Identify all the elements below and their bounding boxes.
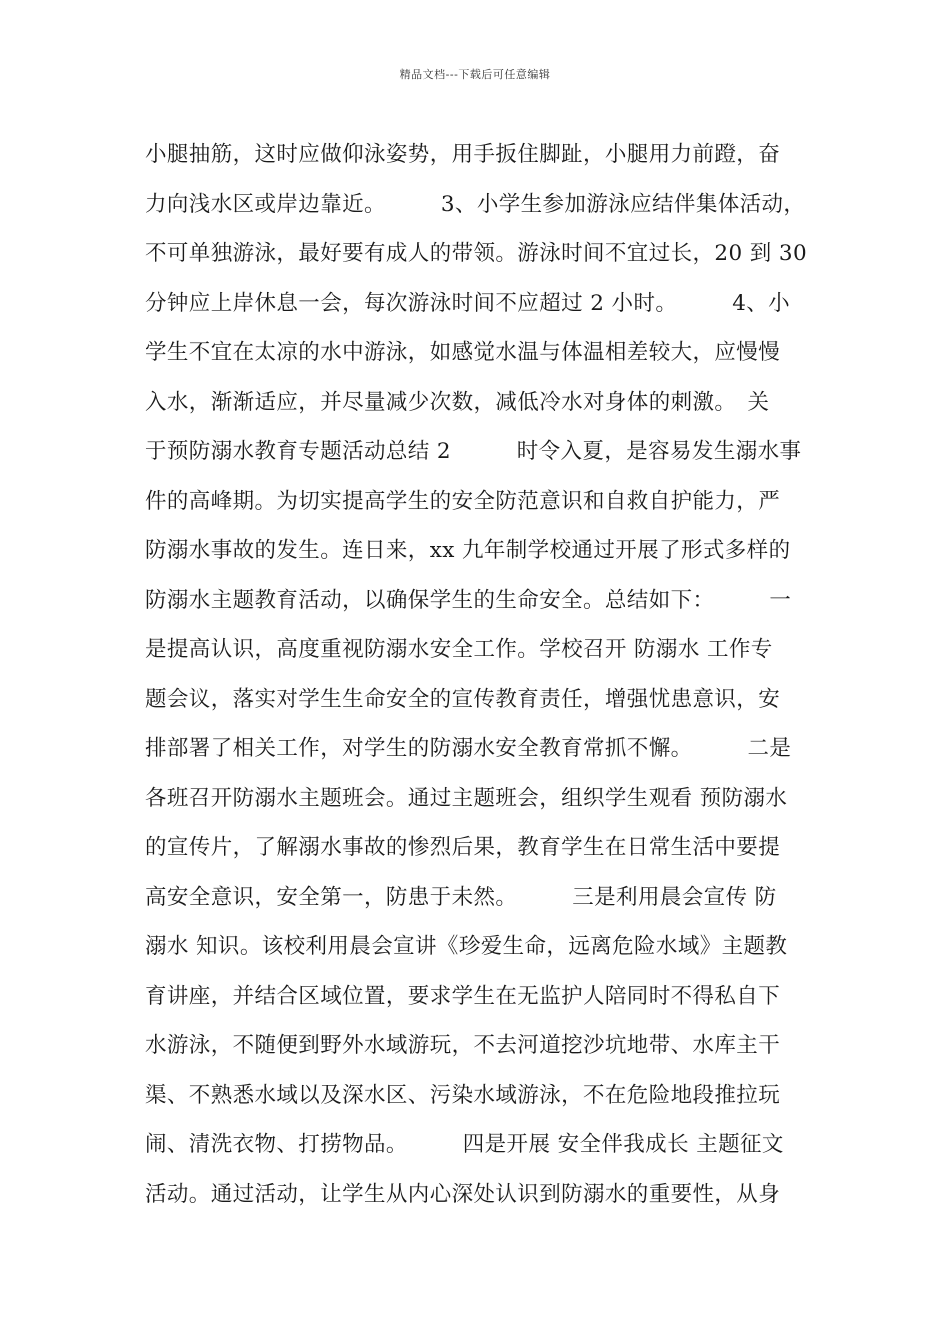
text-line: 的宣传片，了解溺水事故的惨烈后果，教育学生在日常生活中要提 [145,835,781,860]
text-line: 高安全意识，安全第一，防患于未然。 三是利用晨会宣传 防 [145,884,777,910]
text-line: 力向浅水区或岸边靠近。 3、小学生参加游泳应结伴集体活动， [145,191,806,217]
text-line: 不可单独游泳，最好要有成人的带领。游泳时间不宜过长，20 到 30 [145,241,808,266]
text-line: 防溺水主题教育活动，以确保学生的生命安全。总结如下： 一 [145,587,792,613]
text-line: 小腿抽筋，这时应做仰泳姿势，用手扳住脚趾，小腿用力前蹬，奋 [145,142,781,167]
text-line: 分钟应上岸休息一会，每次游泳时间不应超过 2 小时。 4、小 [145,290,791,316]
text-line: 入水，渐渐适应，并尽量减少次数，减低冷水对身体的刺激。 关 [145,389,770,415]
text-line: 是提高认识，高度重视防溺水安全工作。学校召开 防溺水 工作专 [145,637,773,662]
text-line: 闹、清洗衣物、打捞物品。 四是开展 安全伴我成长 主题征文 [145,1132,784,1157]
text-line: 水游泳，不随便到野外水域游玩，不去河道挖沙坑地带、水库主干 [145,1033,781,1058]
text-line: 渠、不熟悉水域以及深水区、污染水域游泳，不在危险地段推拉玩 [145,1082,781,1108]
text-line: 题会议，落实对学生生命安全的宣传教育责任，增强忧患意识，安 [145,686,781,712]
text-line: 各班召开防溺水主题班会。通过主题班会，组织学生观看 预防溺水 [145,785,788,811]
text-line: 于预防溺水教育专题活动总结 2 时令入夏，是容易发生溺水事 [145,439,802,464]
text-line: 活动。通过活动，让学生从内心深处认识到防溺水的重要性，从身 [145,1181,781,1207]
text-line: 育讲座，并结合区域位置，要求学生在无监护人陪同时不得私自下 [145,983,781,1009]
document-body [145,130,825,1219]
text-line: 件的高峰期。为切实提高学生的安全防范意识和自救自护能力，严 [145,488,781,514]
text-line: 学生不宜在太凉的水中游泳，如感觉水温与体温相差较大，应慢慢 [145,340,781,365]
page-header-watermark: 精品文档---下载后可任意编辑 [399,68,551,81]
text-line: 溺水 知识。该校利用晨会宣讲《珍爱生命，远离危险水域》主题教 [145,934,788,959]
text-line: 防溺水事故的发生。连日来，xx 九年制学校通过开展了形式多样的 [145,538,791,563]
text-line: 排部署了相关工作，对学生的防溺水安全教育常抓不懈。 二是 [145,736,792,761]
